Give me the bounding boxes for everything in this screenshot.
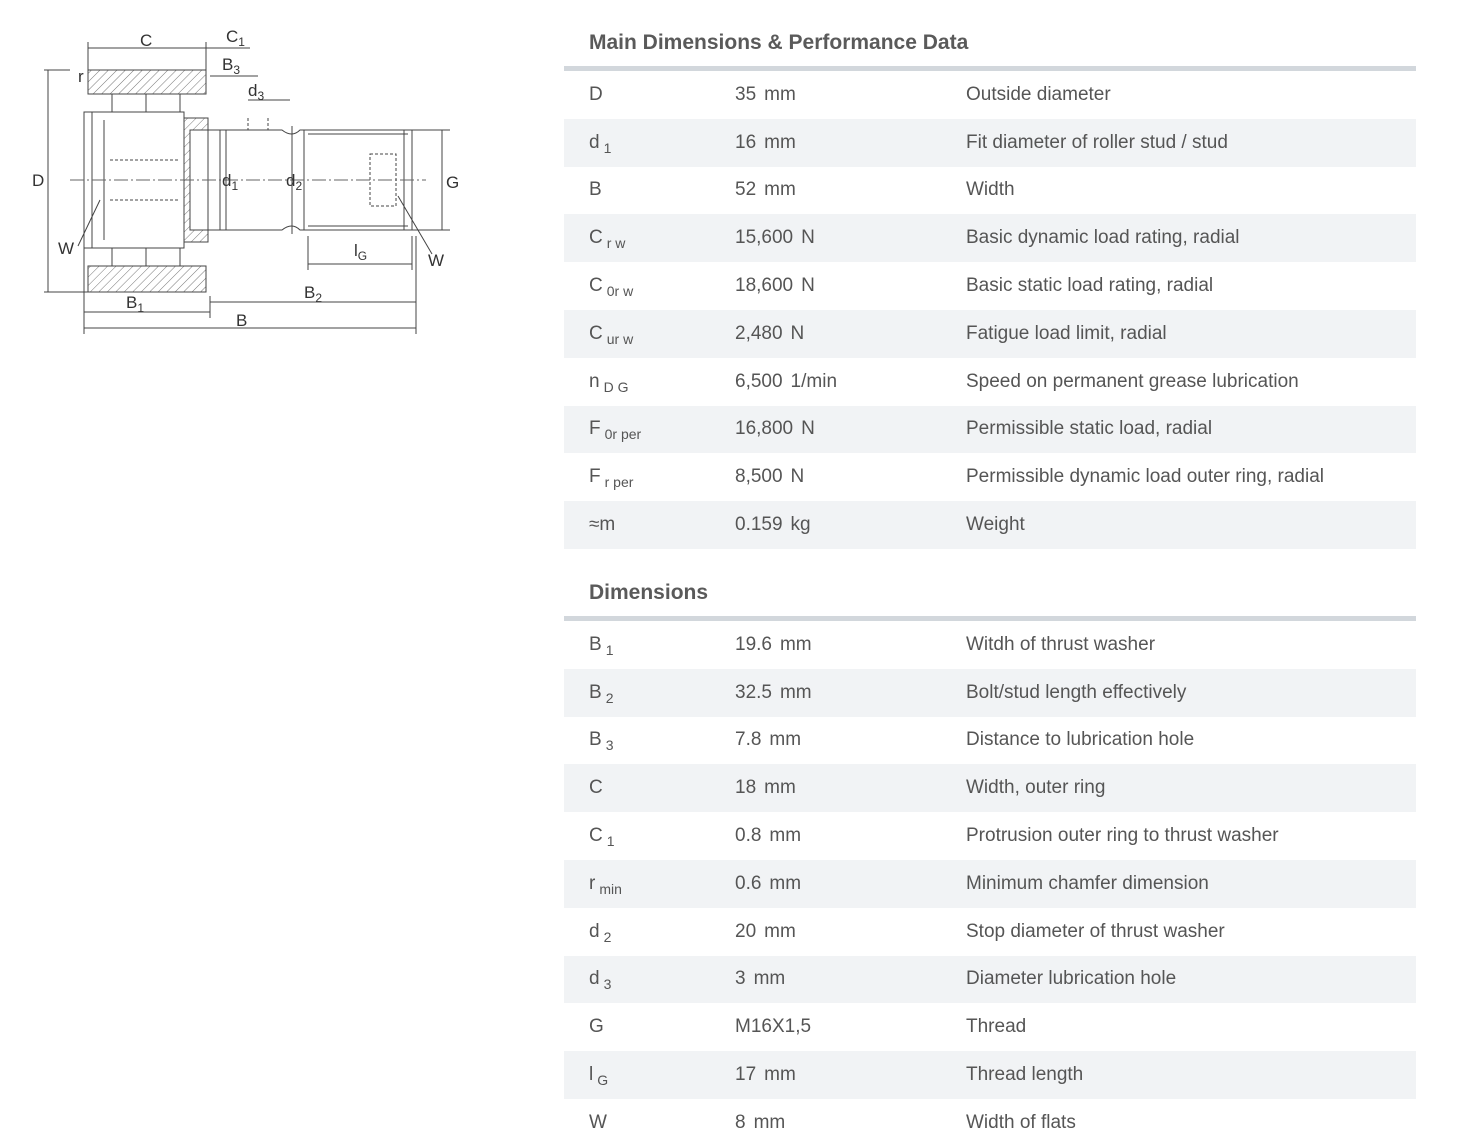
symbol-subscript: 0r per <box>604 426 642 443</box>
table-row <box>564 310 1416 358</box>
symbol: d <box>589 131 600 153</box>
value: 3 <box>735 968 746 990</box>
table-row <box>564 764 1416 812</box>
outer-ring-top <box>88 70 206 94</box>
symbol: B <box>589 681 602 703</box>
table-row <box>564 1099 1416 1147</box>
symbol-subscript: G <box>597 1072 609 1089</box>
value-cell <box>735 1064 966 1086</box>
symbol: G <box>589 1016 604 1038</box>
value: 0.6 <box>735 872 762 894</box>
label-lg: $l_G$ <box>354 241 368 263</box>
description-cell: Minimum chamfer dimension <box>966 872 1209 894</box>
symbol-cell <box>564 323 735 345</box>
table-row <box>564 167 1416 215</box>
label-r: r <box>78 67 84 86</box>
label-d2: $d_2$ <box>286 171 303 193</box>
table-row <box>564 1003 1416 1051</box>
description-cell: Basic static load rating, radial <box>966 275 1214 297</box>
symbol: C <box>589 227 603 249</box>
description-cell: Distance to lubrication hole <box>966 729 1195 751</box>
value: 2,480 <box>735 322 783 344</box>
value: 19.6 <box>735 633 772 655</box>
description-cell: Fit diameter of roller stud / stud <box>966 131 1228 153</box>
symbol: B <box>589 179 602 201</box>
value-cell <box>735 1016 966 1038</box>
value: 17 <box>735 1064 757 1086</box>
symbol: d <box>589 968 600 990</box>
symbol: C <box>589 825 603 847</box>
symbol-cell <box>564 968 735 993</box>
value: 16 <box>735 131 757 153</box>
description-cell: Thread length <box>966 1064 1084 1086</box>
description-cell: Weight <box>966 514 1025 536</box>
description-cell: Witdh of thrust washer <box>966 633 1156 655</box>
symbol-subscript: r per <box>604 474 634 491</box>
description-cell: Basic dynamic load rating, radial <box>966 227 1240 249</box>
value-cell <box>735 132 966 154</box>
symbol: W <box>589 1111 607 1133</box>
symbol-cell <box>564 682 735 704</box>
table-row <box>564 812 1416 860</box>
symbol: B <box>589 729 602 751</box>
symbol: C <box>589 777 603 799</box>
description-cell: Outside diameter <box>966 83 1111 105</box>
unit: mm <box>764 83 796 105</box>
label-c: C <box>140 31 153 50</box>
unit: kg <box>790 514 811 536</box>
unit: mm <box>769 872 802 894</box>
symbol-cell <box>564 921 735 943</box>
label-c1: $C_1$ <box>226 27 245 49</box>
symbol-cell <box>564 371 735 393</box>
symbol-cell <box>564 275 735 300</box>
description-cell: Width, outer ring <box>966 777 1106 799</box>
table-row <box>564 669 1416 717</box>
table-row <box>564 453 1416 501</box>
unit: N <box>801 418 815 440</box>
description-cell: Diameter lubrication hole <box>966 968 1177 990</box>
value-cell <box>735 179 966 201</box>
symbol: B <box>589 633 602 655</box>
dimensions-section <box>564 570 1416 1147</box>
value: 0.8 <box>735 825 762 847</box>
table-row <box>564 262 1416 310</box>
symbol-subscript: 3 <box>605 737 614 754</box>
value: 18,600 <box>735 275 794 297</box>
unit: N <box>790 466 805 488</box>
symbol: F <box>589 466 601 488</box>
value-cell <box>735 227 966 249</box>
value-cell <box>735 873 966 895</box>
value: 6,500 <box>735 370 783 392</box>
symbol: n <box>589 370 600 392</box>
symbol-subscript: ur w <box>606 330 634 347</box>
table-row <box>564 908 1416 956</box>
value-cell <box>735 466 966 488</box>
value-cell <box>735 968 966 990</box>
value: 7.8 <box>735 729 762 751</box>
symbol: C <box>589 322 603 344</box>
symbol-cell <box>564 634 735 656</box>
description-cell: Width <box>966 179 1015 201</box>
table-row <box>564 717 1416 765</box>
unit: mm <box>779 633 812 655</box>
value-cell <box>735 825 966 847</box>
description-cell: Permissible static load, radial <box>966 418 1213 440</box>
symbol-cell <box>564 84 735 106</box>
unit: mm <box>764 1064 796 1086</box>
value-cell <box>735 729 966 751</box>
label-d3: $d_3$ <box>248 81 265 103</box>
unit: mm <box>753 968 786 990</box>
table-row <box>564 621 1416 669</box>
unit: mm <box>753 1111 786 1133</box>
technical-drawing <box>20 20 480 350</box>
symbol: d <box>589 920 600 942</box>
symbol-cell <box>564 1112 735 1134</box>
value-cell <box>735 275 966 297</box>
main-dimensions-section <box>564 20 1416 549</box>
symbol-cell <box>564 132 735 154</box>
value-cell <box>735 634 966 656</box>
symbol: l <box>589 1064 594 1086</box>
value-cell <box>735 921 966 943</box>
symbol-subscript: min <box>599 880 622 897</box>
value: 20 <box>735 920 757 942</box>
unit: mm <box>764 920 796 942</box>
label-d-outer: D <box>32 171 45 190</box>
symbol-subscript: 1 <box>606 833 615 850</box>
symbol: D <box>589 83 603 105</box>
unit: mm <box>779 681 812 703</box>
table-row <box>564 214 1416 262</box>
symbol-cell <box>564 1064 735 1089</box>
symbol-subscript: 0r w <box>606 283 634 300</box>
symbol-subscript: 3 <box>603 976 612 993</box>
value: 35 <box>735 83 757 105</box>
description-cell: Protrusion outer ring to thrust washer <box>966 825 1279 847</box>
description-cell: Speed on permanent grease lubrication <box>966 370 1299 392</box>
value-cell <box>735 777 966 799</box>
outer-ring-bottom <box>88 266 206 292</box>
value: 32.5 <box>735 681 772 703</box>
value: 16,800 <box>735 418 794 440</box>
unit: mm <box>764 131 796 153</box>
value-cell <box>735 514 966 536</box>
symbol-cell <box>564 729 735 754</box>
value: 0.159 <box>735 514 783 536</box>
unit: N <box>790 322 805 344</box>
unit: 1/min <box>790 370 838 392</box>
symbol-subscript: 1 <box>603 139 612 156</box>
value-cell <box>735 371 966 393</box>
value-cell <box>735 84 966 106</box>
unit: mm <box>764 179 796 201</box>
symbol-subscript: 2 <box>603 928 612 945</box>
table-row <box>564 119 1416 167</box>
table-row <box>564 1051 1416 1099</box>
unit: mm <box>764 777 796 799</box>
main-table <box>564 71 1416 549</box>
description-cell: Width of flats <box>966 1111 1076 1133</box>
unit: mm <box>769 825 802 847</box>
value-cell <box>735 418 966 440</box>
label-b1: $B_1$ <box>126 293 145 315</box>
description-cell: Fatigue load limit, radial <box>966 322 1167 344</box>
label-w-left: W <box>58 239 75 258</box>
symbol-cell <box>564 514 735 536</box>
table-row <box>564 406 1416 454</box>
symbol: F <box>589 418 601 440</box>
value: 15,600 <box>735 227 794 249</box>
value: 18 <box>735 777 757 799</box>
unit: mm <box>769 729 802 751</box>
symbol-cell <box>564 825 735 850</box>
table-row <box>564 358 1416 406</box>
table-row <box>564 956 1416 1004</box>
value: 8,500 <box>735 466 783 488</box>
description-cell: Stop diameter of thrust washer <box>966 920 1225 942</box>
value: 52 <box>735 179 757 201</box>
description-cell: Bolt/stud length effectively <box>966 681 1187 703</box>
value-cell <box>735 323 966 345</box>
symbol-cell <box>564 873 735 895</box>
description-cell: Permissible dynamic load outer ring, radial <box>966 466 1324 488</box>
label-b3: $B_3$ <box>222 55 241 77</box>
value: 8 <box>735 1111 746 1133</box>
table-row <box>564 71 1416 119</box>
symbol-subscript: r w <box>606 235 626 252</box>
unit: N <box>801 227 815 249</box>
label-g: G <box>446 173 460 192</box>
symbol-subscript: 2 <box>605 689 614 706</box>
section-title: Main Dimensions & Performance Data <box>589 31 969 54</box>
symbol-cell <box>564 777 735 799</box>
symbol: C <box>589 275 603 297</box>
value-cell <box>735 682 966 704</box>
description-cell: Thread <box>966 1016 1027 1038</box>
symbol-cell <box>564 466 735 491</box>
symbol-cell <box>564 418 735 443</box>
label-d1: $d_1$ <box>222 171 239 193</box>
label-b: B <box>236 311 248 330</box>
symbol: r <box>589 872 596 894</box>
dimensions-table <box>564 621 1416 1147</box>
table-row <box>564 501 1416 549</box>
label-w-right: W <box>428 251 445 270</box>
label-b2: $B_2$ <box>304 283 323 305</box>
symbol: ≈m <box>589 514 616 536</box>
value: M16X1,5 <box>735 1016 812 1038</box>
symbol-cell <box>564 179 735 201</box>
value-cell <box>735 1112 966 1134</box>
symbol-subscript: 1 <box>605 641 614 658</box>
section-title: Dimensions <box>589 581 709 604</box>
symbol-cell <box>564 227 735 252</box>
symbol-subscript: D G <box>603 378 629 395</box>
unit: N <box>801 275 815 297</box>
table-row <box>564 860 1416 908</box>
symbol-cell <box>564 1016 735 1038</box>
